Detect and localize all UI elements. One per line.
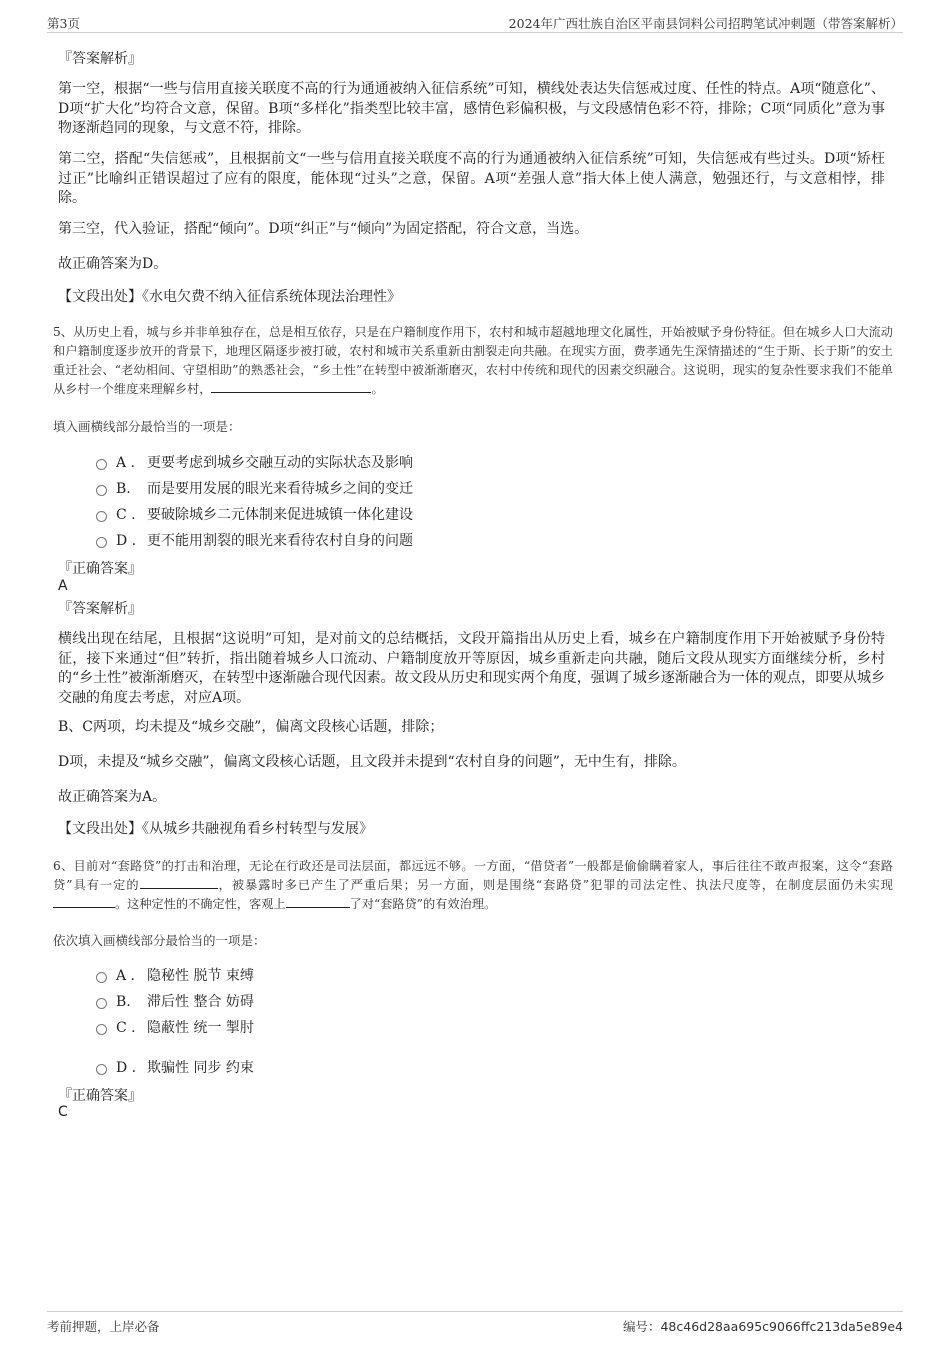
footer-code-value: 48c46d28aa695c9066ffc213da5e89e4 (660, 1319, 903, 1334)
option-letter: D . (116, 1060, 137, 1076)
option-letter: B. (116, 481, 131, 497)
q5-stem-text: 5、从历史上看，城与乡并非单独存在，总是相互依存，只是在户籍制度作用下，农村和城市超越地理文化属性，开始被赋予身份特征。但在城乡人口大流动和户籍制度逐步放开的背景下，地理区隔逐步被打破，农村和城市关系重新由割裂走向共融。在现实方面，费孝通先生深情描述的“生于斯、长于斯”的安土重迁社会、“老幼相间、守望相助”的熟悉社会，“乡土性”在转型中被渐渐磨灭，农村中传统和现代的因素交织融合。这说明，现实的复杂性要求我们不能单从乡村一个维度来理解乡村， (53, 325, 893, 396)
q6-prompt: 依次填入画横线部分最恰当的一项是： (53, 933, 266, 948)
q6-blank-1 (140, 876, 218, 889)
option-text: 欺骗性 同步 约束 (147, 1060, 254, 1076)
option-letter: A . (116, 455, 136, 471)
q5-source: 【文段出处】《从城乡共融视角看乡村转型与发展》 (58, 821, 373, 837)
q6-blank-2 (53, 895, 115, 908)
page-number: 第3页 (47, 16, 80, 31)
q5-option-c[interactable] (96, 504, 413, 526)
radio-icon[interactable] (96, 998, 107, 1009)
q5-option-d[interactable] (96, 530, 413, 552)
page-footer (47, 1311, 903, 1336)
radio-icon[interactable] (96, 485, 107, 496)
option-text: 隐蔽性 统一 掣肘 (147, 1020, 254, 1036)
radio-icon[interactable] (96, 511, 107, 522)
q6-stem-part-1: 6、目前对“套路贷”的打击和治理，无论在行政还是司法层面，都远远不够。一方面，“借贷者”一般都是偷偷瞒着家人，事后往往不敢声报案，这令“套路贷”具有一定的 (53, 859, 893, 892)
option-letter: C . (116, 507, 136, 523)
q5-analysis-para-2: B、C两项，均未提及“城乡交融”，偏离文段核心话题，排除； (58, 719, 444, 735)
q5-analysis-label: 『答案解析』 (58, 601, 142, 617)
option-text: 更要考虑到城乡交融互动的实际状态及影响 (147, 455, 413, 471)
option-letter: C . (116, 1020, 136, 1036)
q6-answer: C (58, 1104, 68, 1120)
radio-icon[interactable] (96, 972, 107, 983)
q6-option-d[interactable] (96, 1057, 254, 1079)
q5-prompt: 填入画横线部分最恰当的一项是： (53, 419, 241, 434)
option-text: 而是要用发展的眼光来看待城乡之间的变迁 (147, 481, 413, 497)
q6-option-a[interactable] (96, 965, 254, 987)
q5-option-a[interactable] (96, 452, 413, 474)
option-letter: D . (116, 533, 137, 549)
q4-source: 【文段出处】《水电欠费不纳入征信系统体现法治理性》 (58, 289, 401, 305)
q6-option-b[interactable] (96, 991, 254, 1013)
q6-stem-part-2: ，被暴露时多已产生了严重后果；另一方面，则是围绕“套路贷”犯罪的司法定性、执法尺度等，在制度层面仍未实现 (217, 878, 893, 892)
option-text: 滞后性 整合 妨碍 (147, 994, 254, 1010)
q4-analysis-para-3: 第三空，代入验证，搭配“倾向”。D项“纠正”与“倾向”为固定搭配，符合文意，当选。 (58, 221, 589, 237)
q6-option-c[interactable] (96, 1017, 254, 1039)
q5-stem-end: 。 (371, 382, 384, 396)
q6-stem-part-3: 。这种定性的不确定性，客观上 (115, 897, 286, 911)
q4-analysis-label: 『答案解析』 (58, 51, 142, 67)
q5-answer: A (58, 578, 68, 594)
q5-analysis-para-3: D项，未提及“城乡交融”，偏离文段核心话题，且文段并未提到“农村自身的问题”，无中生有，排除。 (58, 754, 686, 770)
option-letter: A . (116, 968, 136, 984)
radio-icon[interactable] (96, 459, 107, 470)
footer-motto: 考前押题，上岸必备 (47, 1319, 160, 1334)
q4-analysis-para-2: 第二空，搭配“失信惩戒”，且根据前文“一些与信用直接关联度不高的行为通通被纳入征信系统”可知，失信惩戒有些过头。D项“矫枉过正”比喻纠正错误超过了应有的限度，能体现“过头”之意，保留。A项“差强人意”指大体上使人满意，勉强还行，与文意相悖，排除。 (58, 151, 885, 206)
footer-code (623, 1317, 903, 1335)
q5-answer-label: 『正确答案』 (58, 561, 142, 577)
q6-blank-3 (286, 895, 350, 908)
q6-answer-label: 『正确答案』 (58, 1088, 142, 1104)
radio-icon[interactable] (96, 1024, 107, 1035)
q4-analysis-para-1: 第一空，根据“一些与信用直接关联度不高的行为通通被纳入征信系统”可知，横线处表达失信惩戒过度、任性的特点。A项“随意化”、D项“扩大化”均符合文意，保留。B项“多样化”指类型比较丰富，感情色彩偏积极，与文段感情色彩不符，排除；C项“同质化”意为事物逐渐趋同的现象，与文意不符，排除。 (58, 81, 885, 136)
option-text: 隐秘性 脱节 束缚 (147, 968, 254, 984)
option-text: 要破除城乡二元体制来促进城镇一体化建设 (147, 507, 413, 523)
document-title: 2024年广西壮族自治区平南县饲料公司招聘笔试冲刺题（带答案解析） (508, 16, 903, 31)
q5-conclusion: 故正确答案为A。 (58, 789, 167, 805)
q6-stem (53, 857, 893, 914)
page-header (47, 12, 903, 33)
footer-code-label: 编号： (622, 1319, 661, 1334)
q5-blank (211, 380, 371, 393)
radio-icon[interactable] (96, 1064, 107, 1075)
q5-option-b[interactable] (96, 478, 413, 500)
radio-icon[interactable] (96, 537, 107, 548)
option-letter: B. (116, 994, 131, 1010)
q5-stem (53, 323, 893, 399)
option-text: 更不能用割裂的眼光来看待农村自身的问题 (147, 533, 413, 549)
q5-analysis-para-1: 横线出现在结尾，且根据“这说明”可知，是对前文的总结概括，文段开篇指出从历史上看，城乡在户籍制度作用下开始被赋予身份特征，接下来通过“但”转折，指出随着城乡人口流动、户籍制度放开等原因，城乡重新走向共融，随后文段从现实方面继续分析，乡村的“乡土性”被渐渐磨灭，在转型中逐渐融合现代因素。故文段从历史和现实两个角度，强调了城乡逐渐融合为一体的观点，即要从城乡交融的角度去考虑，对应A项。 (58, 631, 885, 706)
q6-stem-part-4: 了对“套路贷”的有效治理。 (349, 897, 497, 911)
q4-conclusion: 故正确答案为D。 (58, 256, 168, 272)
